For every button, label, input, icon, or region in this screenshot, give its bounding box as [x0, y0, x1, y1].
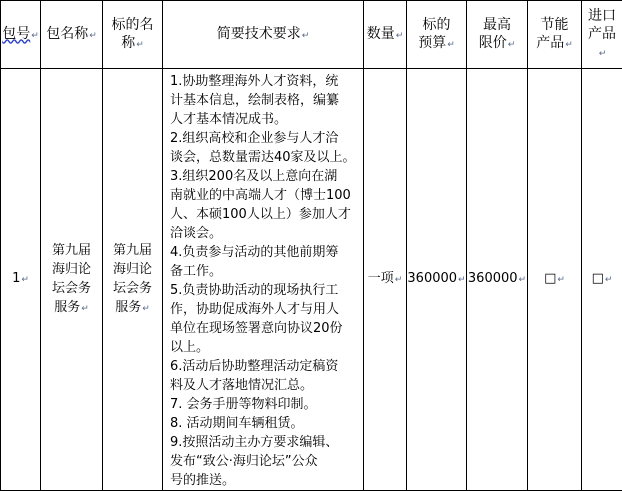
cell-max-price: 360000↵ [467, 69, 528, 491]
requirement-line: 8. 活动期间车辆租赁。 [170, 414, 359, 433]
requirement-line: 谈会，总数量需达40家及以上。 [170, 148, 359, 167]
requirement-line: 计基本信息，绘制表格，编纂 [170, 91, 359, 110]
cell-quantity: 一项↵ [364, 69, 407, 491]
requirement-line: 2.组织高校和企业参与人才洽 [170, 129, 359, 148]
requirement-line: 7. 会务手册等物料印制。 [170, 395, 359, 414]
cell-imported: □↵ [582, 69, 622, 491]
requirement-line: 号的推送。 [170, 471, 359, 490]
cell-item-name: 第九届海归论坛会务服务↵ [103, 69, 163, 491]
header-imported: 进口产品↵ [582, 1, 622, 69]
checkbox-icon: □ [592, 271, 604, 286]
header-tech-req: 简要技术要求↵ [163, 1, 364, 69]
cell-pkg-no: 1↵ [1, 69, 41, 491]
requirement-line: 发布“致公·海归论坛”公众 [170, 452, 359, 471]
checkbox-icon: □ [544, 271, 556, 286]
requirement-line: 作，协助促成海外人才与用人 [170, 300, 359, 319]
requirement-line: 南就业的中高端人才（博士100 [170, 186, 359, 205]
header-max-price: 最高限价↵ [467, 1, 528, 69]
requirement-line: 备工作。 [170, 262, 359, 281]
requirement-line: 单位在现场签署意向协议20份 [170, 319, 359, 338]
header-quantity: 数量↵ [364, 1, 407, 69]
header-pkg-name: 包名称↵ [41, 1, 103, 69]
cell-energy-saving: □↵ [528, 69, 582, 491]
header-item-name: 标的名称↵ [103, 1, 163, 69]
requirement-line: 人才基本情况成书。 [170, 110, 359, 129]
table-row [1, 69, 622, 491]
requirement-line: 5.负责协助活动的现场执行工 [170, 281, 359, 300]
requirement-line: 1.协助整理海外人才资料，统 [170, 72, 359, 91]
header-budget: 标的预算↵ [407, 1, 467, 69]
requirement-line: 料及人才落地情况汇总。 [170, 376, 359, 395]
requirement-line: 人、本硕100人以上）参加人才 [170, 205, 359, 224]
requirement-line: 洽谈会。 [170, 224, 359, 243]
cell-pkg-name: 第九届海归论坛会务服务↵ [41, 69, 103, 491]
requirement-line: 9.按照活动主办方要求编辑、 [170, 433, 359, 452]
requirement-line: 3.组织200名及以上意向在湖 [170, 167, 359, 186]
header-energy-saving: 节能产品↵ [528, 1, 582, 69]
cell-budget: 360000↵ [407, 69, 467, 491]
cell-tech-requirements [163, 69, 364, 491]
requirement-line: 以上。 [170, 338, 359, 357]
header-row [1, 1, 622, 69]
requirement-line: 6.活动后协助整理活动定稿资 [170, 357, 359, 376]
header-pkg-no: 包号↵ [1, 1, 41, 69]
requirement-line: 4.负责参与活动的其他前期筹 [170, 243, 359, 262]
